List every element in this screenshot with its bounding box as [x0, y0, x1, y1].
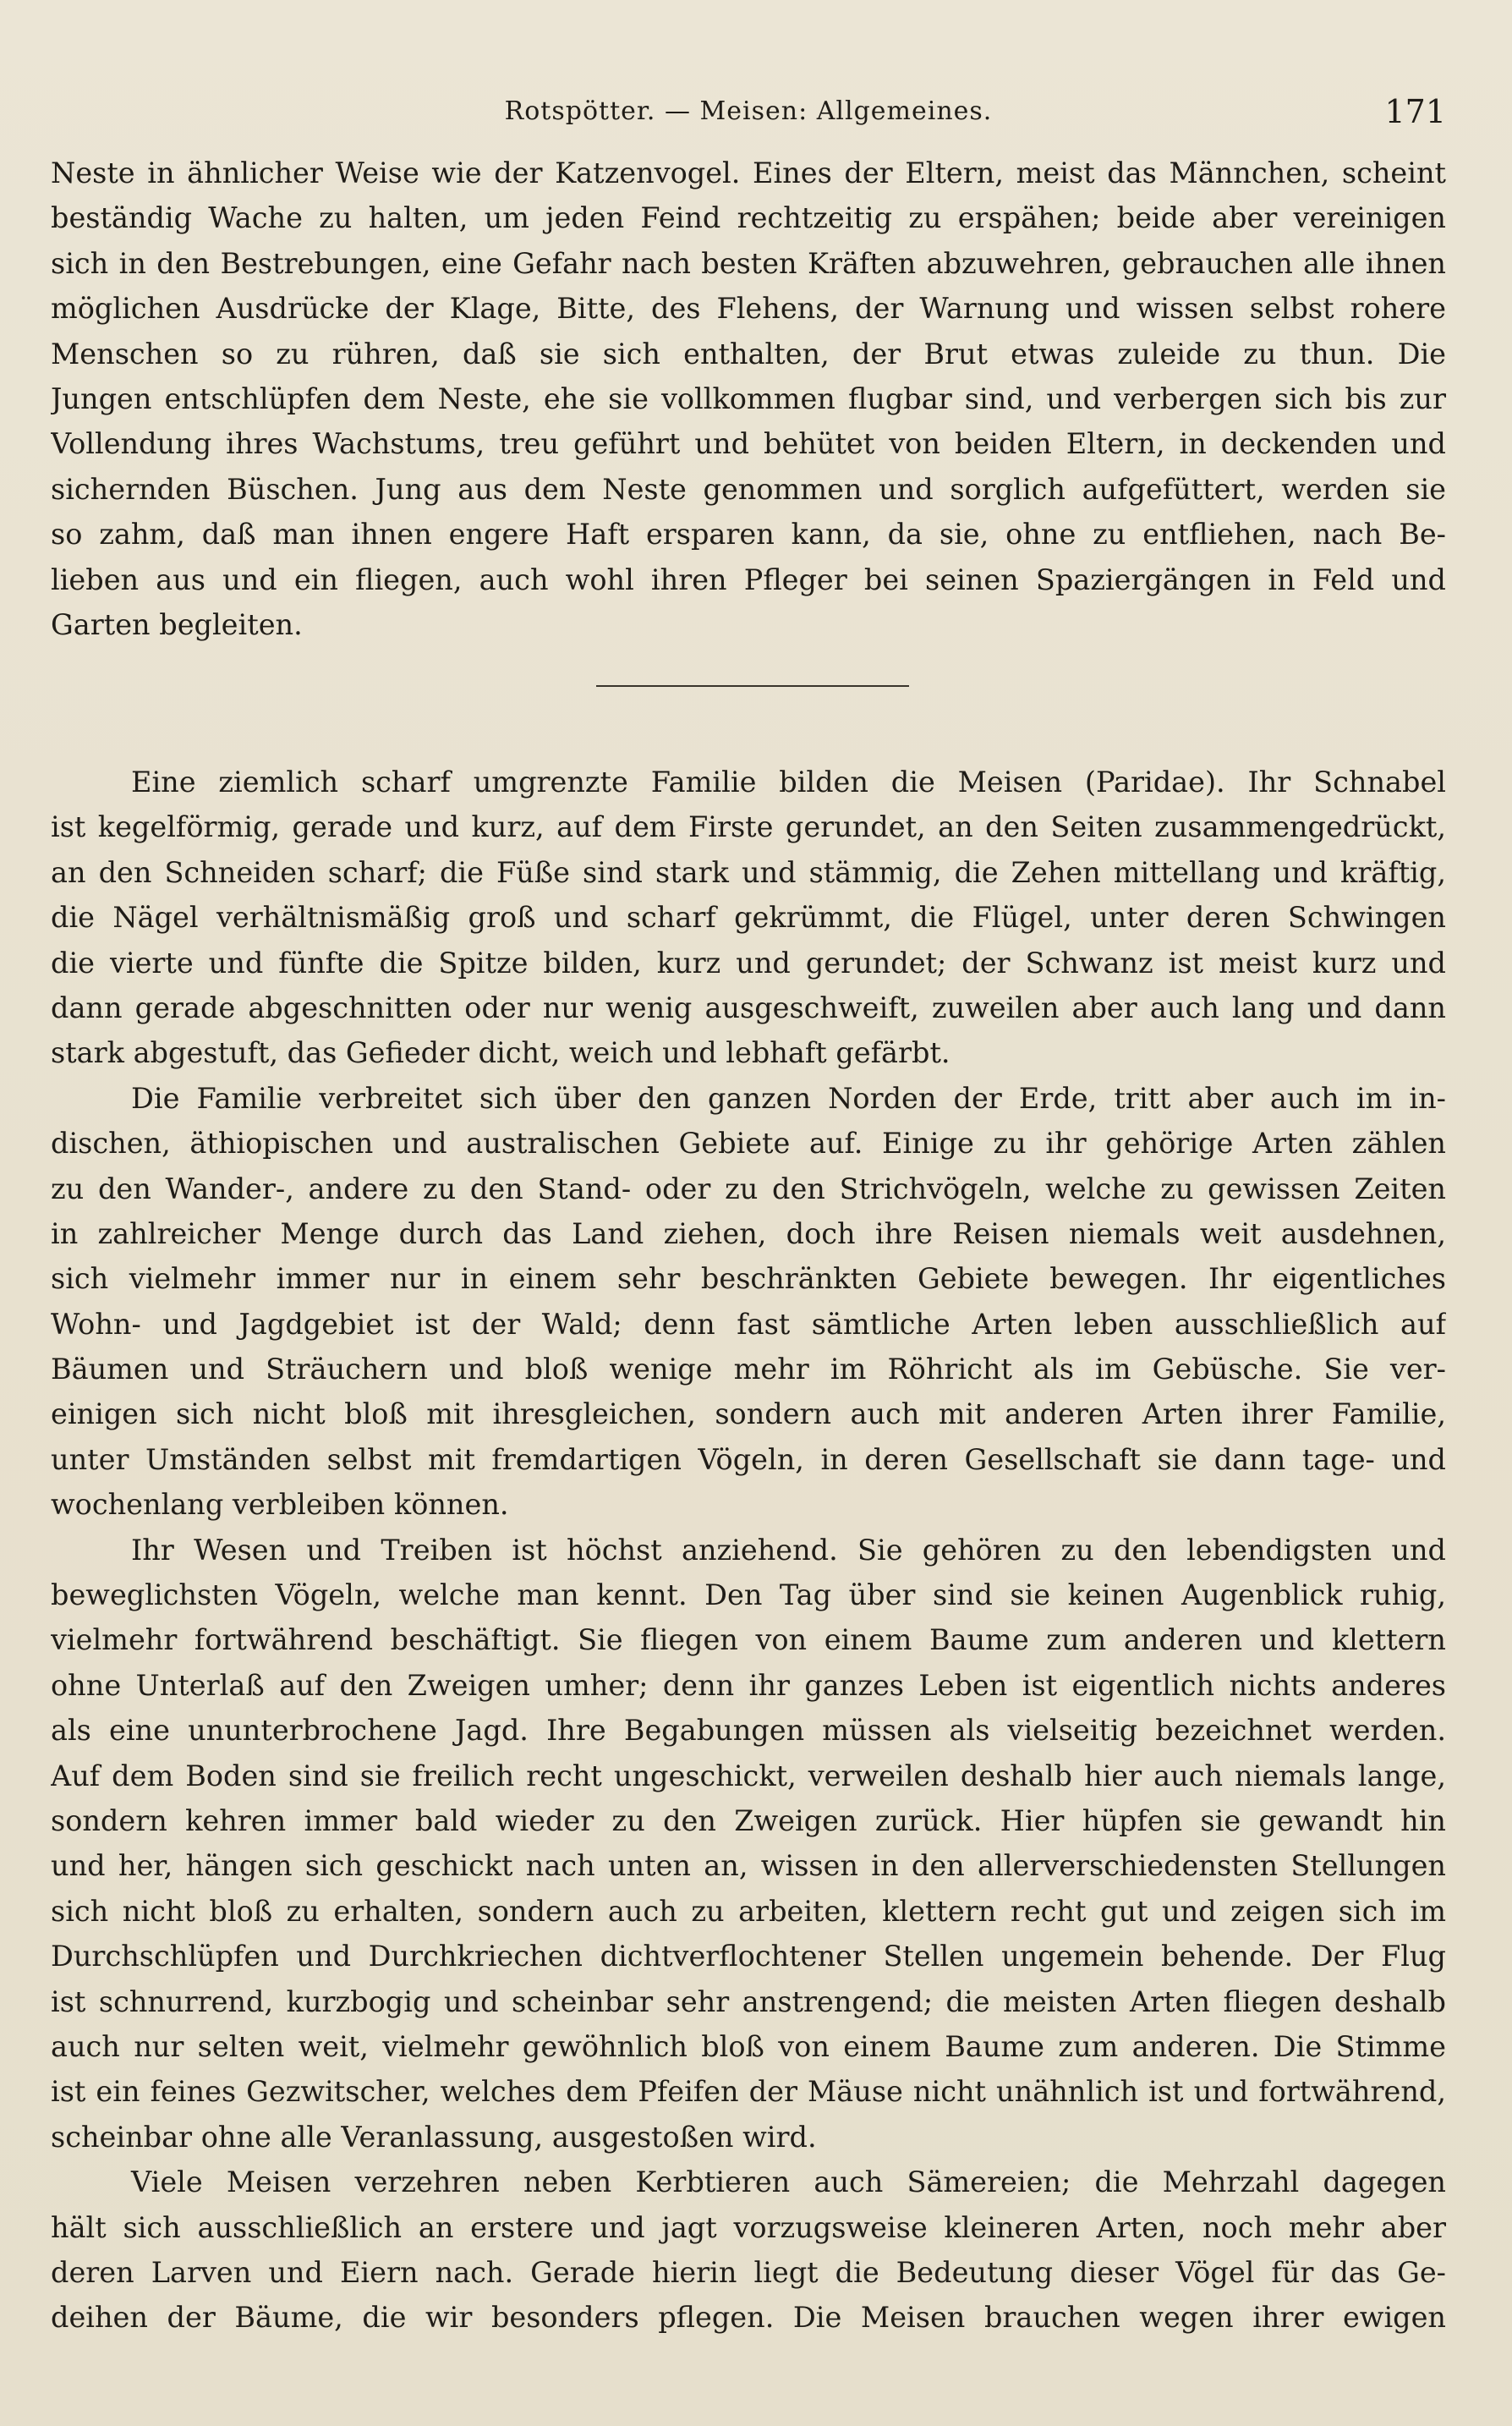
text-line: beweglichsten Vögeln, welche man kennt. Den Tag über sind sie keinen Augenblick ruhig,: [51, 1578, 1446, 1612]
text-line: Durchschlüpfen und Durchkriechen dichtverflochtener Stellen ungemein behende. Der Flug: [51, 1940, 1446, 1973]
text-line: sondern kehren immer bald wieder zu den Zweigen zurück. Hier hüpfen sie gewandt hin: [51, 1803, 1446, 1837]
text-line: beständig Wache zu halten, um jeden Feind rechtzeitig zu erspähen; beide aber vereinigen: [51, 201, 1446, 235]
text-line: die vierte und fünfte die Spitze bilden, kurz und gerundet; der Schwanz ist meist kurz und: [51, 946, 1446, 980]
text-line: Jungen entschlüpfen dem Neste, ehe sie vollkommen flugbar sind, und verbergen sich bis zur: [51, 381, 1446, 415]
text-line: ist ein feines Gezwitscher, welches dem Pfeifen der Mäuse nicht unähnlich ist und fortwährend,: [51, 2075, 1446, 2109]
text-line: hält sich ausschließlich an erstere und jagt vorzugsweise kleineren Arten, noch mehr aber: [51, 2210, 1446, 2244]
text-line: Viele Meisen verzehren neben Kerbtieren auch Sämereien; die Mehrzahl dagegen: [131, 2165, 1446, 2199]
text-line: deihen der Bäume, die wir besonders pflegen. Die Meisen brauchen wegen ihrer ewigen: [51, 2301, 1446, 2335]
text-line: und her, hängen sich geschickt nach unten an, wissen in den allerverschiedensten Stellungen: [51, 1849, 1446, 1883]
text-line: Garten begleiten.: [51, 607, 303, 641]
text-line: deren Larven und Eiern nach. Gerade hierin liegt die Bedeutung dieser Vögel für das Ge-: [51, 2255, 1446, 2289]
text-line: zu den Wander-, andere zu den Stand- oder zu den Strichvögeln, welche zu gewissen Zeiten: [51, 1172, 1446, 1205]
section-meisen-text: [51, 760, 1446, 2341]
text-line: unter Umständen selbst mit fremdartigen Vögeln, in deren Gesellschaft sie dann tage- und: [51, 1442, 1446, 1476]
page-number: 171: [1384, 93, 1446, 130]
running-title: Rotspötter. — Meisen: Allgemeines.: [504, 96, 993, 126]
text-line: so zahm, daß man ihnen engere Haft ersparen kann, da sie, ohne zu entfliehen, nach Be-: [51, 518, 1446, 552]
text-line: Menschen so zu rühren, daß sie sich enthalten, der Brut etwas zuleide zu thun. Die: [51, 337, 1446, 370]
text-line: Eine ziemlich scharf umgrenzte Familie bilden die Meisen (Paridae). Ihr Schnabel: [131, 766, 1446, 799]
text-line: an den Schneiden scharf; die Füße sind stark und stämmig, die Zehen mittellang und kräftig,: [51, 855, 1446, 889]
text-line: Vollendung ihres Wachstums, treu geführt und behütet von beiden Eltern, in deckenden und: [51, 427, 1446, 461]
text-line: lieben aus und ein fliegen, auch wohl ihren Pfleger bei seinen Spaziergängen in Feld und: [51, 563, 1446, 596]
text-line: Die Familie verbreitet sich über den ganzen Norden der Erde, tritt aber auch im in-: [131, 1081, 1446, 1115]
text-line: Auf dem Boden sind sie freilich recht ungeschickt, verweilen deshalb hier auch niemals lange,: [51, 1759, 1446, 1792]
text-line: in zahlreicher Menge durch das Land ziehen, doch ihre Reisen niemals weit ausdehnen,: [51, 1216, 1446, 1250]
text-line: ist schnurrend, kurzbogig und scheinbar sehr anstrengend; die meisten Arten fliegen deshalb: [51, 1984, 1446, 2018]
page-header: [51, 88, 1446, 139]
text-line: Wohn- und Jagdgebiet ist der Wald; denn fast sämtliche Arten leben ausschließlich auf: [51, 1307, 1446, 1341]
text-line: scheinbar ohne alle Veranlassung, ausgestoßen wird.: [51, 2120, 817, 2154]
text-line: ohne Unterlaß auf den Zweigen umher; denn ihr ganzes Leben ist eigentlich nichts anderes: [51, 1668, 1446, 1702]
text-line: sich vielmehr immer nur in einem sehr beschränkten Gebiete bewegen. Ihr eigentliches: [51, 1262, 1446, 1296]
section-divider: [596, 685, 909, 687]
text-line: stark abgestuft, das Gefieder dicht, weich und lebhaft gefärbt.: [51, 1036, 950, 1070]
text-line: sich nicht bloß zu erhalten, sondern auch zu arbeiten, klettern recht gut und zeigen sich im: [51, 1894, 1446, 1928]
text-line: Neste in ähnlicher Weise wie der Katzenvogel. Eines der Eltern, meist das Männchen, scheint: [51, 156, 1446, 189]
text-line: ist kegelförmig, gerade und kurz, auf dem Firste gerundet, an den Seiten zusammengedrückt,: [51, 810, 1446, 844]
section-rotspoetter-text: [51, 151, 1446, 647]
text-line: dann gerade abgeschnitten oder nur wenig ausgeschweift, zuweilen aber auch lang und dann: [51, 991, 1446, 1024]
text-line: Bäumen und Sträuchern und bloß wenige mehr im Röhricht als im Gebüsche. Sie ver-: [51, 1353, 1446, 1386]
text-line: die Nägel verhältnismäßig groß und scharf gekrümmt, die Flügel, unter deren Schwingen: [51, 901, 1446, 935]
text-line: wochenlang verbleiben können.: [51, 1488, 509, 1522]
text-line: dischen, äthiopischen und australischen Gebiete auf. Einige zu ihr gehörige Arten zählen: [51, 1127, 1446, 1161]
text-line: sichernden Büschen. Jung aus dem Neste genommen und sorglich aufgefüttert, werden sie: [51, 472, 1446, 506]
text-line: als eine ununterbrochene Jagd. Ihre Begabungen müssen als vielseitig bezeichnet werden.: [51, 1714, 1446, 1748]
text-line: auch nur selten weit, vielmehr gewöhnlich bloß von einem Baume zum anderen. Die Stimme: [51, 2029, 1446, 2063]
text-line: sich in den Bestrebungen, eine Gefahr nach besten Kräften abzuwehren, gebrauchen alle ihnen: [51, 246, 1446, 280]
text-line: vielmehr fortwährend beschäftigt. Sie fliegen von einem Baume zum anderen und klettern: [51, 1623, 1446, 1657]
text-line: möglichen Ausdrücke der Klage, Bitte, des Flehens, der Warnung und wissen selbst rohere: [51, 292, 1446, 326]
text-line: Ihr Wesen und Treiben ist höchst anziehend. Sie gehören zu den lebendigsten und: [131, 1533, 1446, 1567]
text-line: einigen sich nicht bloß mit ihresgleichen, sondern auch mit anderen Arten ihrer Familie,: [51, 1397, 1446, 1431]
